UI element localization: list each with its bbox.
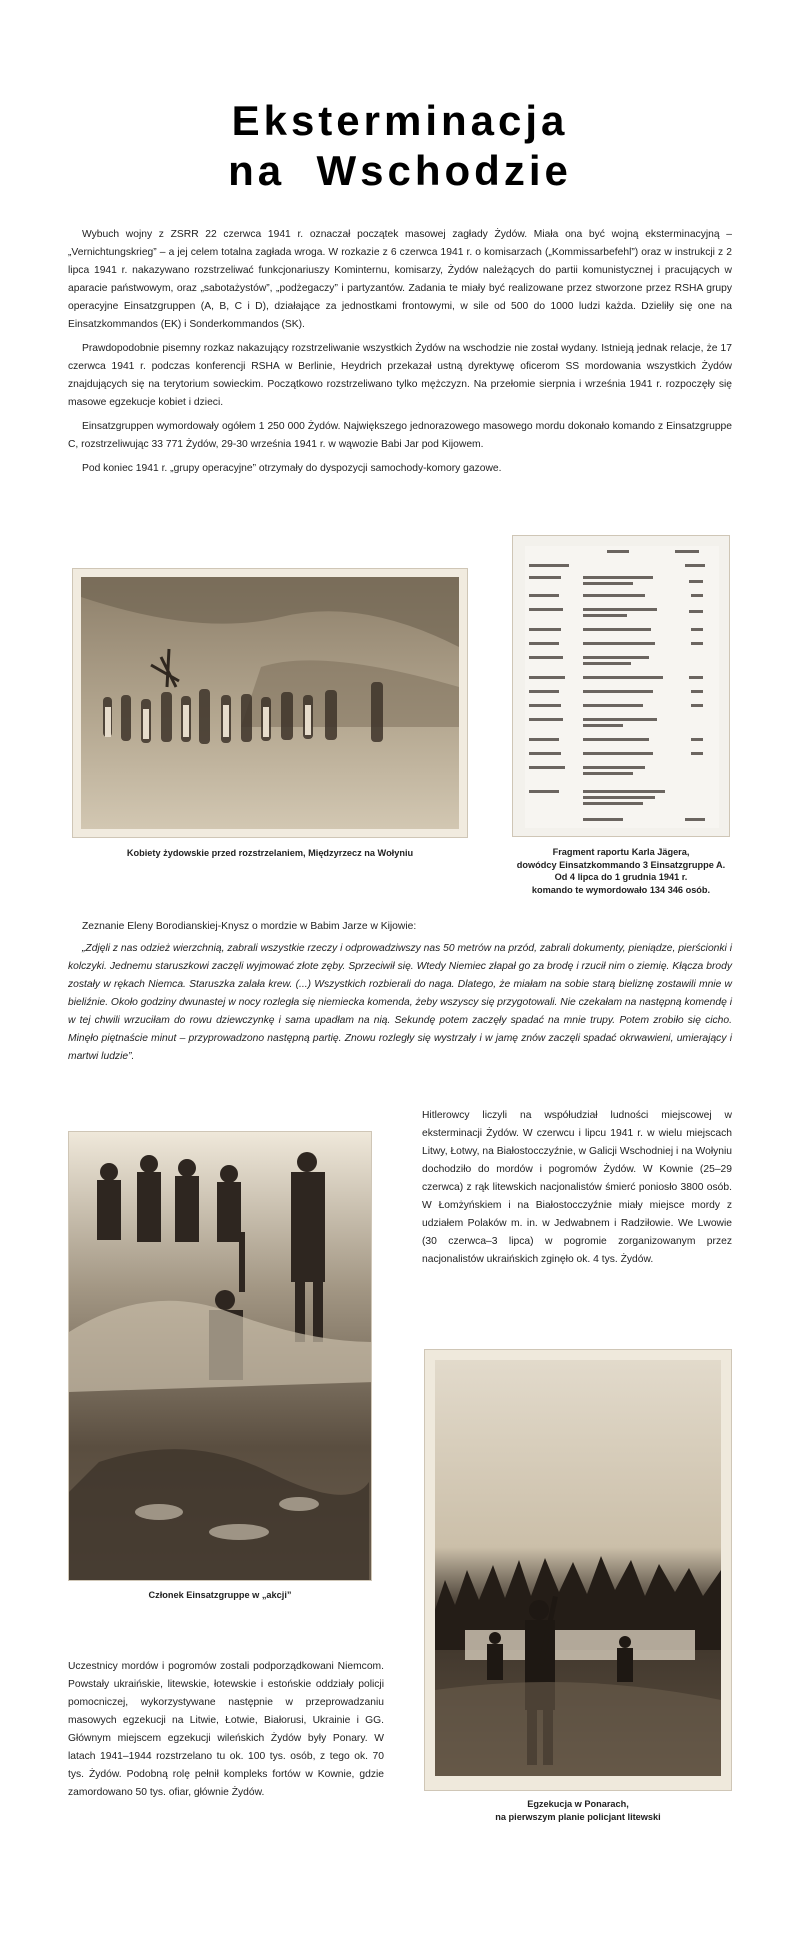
page-title-line-1: Eksterminacja xyxy=(231,97,569,144)
intro-paragraph-4: Pod koniec 1941 r. „grupy operacyjne” otrzymały do dyspozycji samochody-komory gazowe. xyxy=(82,463,502,474)
photo-ponary-execution xyxy=(424,1349,732,1791)
photo-ponary-image xyxy=(435,1360,721,1776)
intro-paragraph-1: Wybuch wojny z ZSRR 22 czerwca 1941 r. oznaczał początek masowej zagłady Żydów. Miała ona być wojną eksterminacyjną – „Vernichtungskrieg” – a jej celem totalna zagłada wroga. W rozkazie z 6 czerwca 1941 r. o komisarzach („Kommissarbefehl”) oraz w instrukcji z 2 lipca 1941 r. nakazywano rozstrzeliwać funkcjonariuszy Kominternu, komisarzy, Żydów należących do partii komunistycznej i pracujących w aparacie państwowym, oraz „sabotażystów”, „podżegaczy” i partyzantów. Zadania te miały być realizowane przez stworzone przez RSHA grupy operacyjne Einsatzgruppen (A, B, C i D), działające za jednostkami frontowymi, w sile od 500 do 1000 ludzi każda. Dzieliły się one na Einsatzkommandos (EK) i Sonderkommandos (SK). xyxy=(68,229,732,330)
photo-women-image xyxy=(81,577,459,829)
photo-ponary-caption xyxy=(424,1798,732,1823)
page-title-line-2: na Wschodzie xyxy=(228,147,572,194)
photo-women-before-execution xyxy=(72,568,468,838)
intro-text xyxy=(68,226,732,484)
photo-einsatzgruppe-caption: Członek Einsatzgruppe w „akcji” xyxy=(148,1590,292,1600)
jager-caption-line-2: dowódcy Einsatzkommando 3 Einsatzgruppe A. xyxy=(516,859,726,870)
participants-text: Uczestnicy mordów i pogromów zostali podporządkowani Niemcom. Powstały ukraińskie, litewskie, łotewskie i estońskie oddziały policji pomocniczej, wykorzystywane następnie w przeprowadzaniu masowych egzekucji na Litwie, Łotwie, Białorusi, Ukrainie i GG. Głównym miejscem egzekucji wileńskich Żydów były Ponary. W latach 1941–1944 rozstrzelano tu ok. 100 tys. osób, z tego ok. 70 tys. Żydów. Podobną rolę pełnił kompleks fortów w Kownie, gdzie zamordowano 50 tys. ofiar, głównie Żydów. xyxy=(68,1661,384,1798)
jager-report-document-image xyxy=(525,546,719,828)
photo-einsatzgruppe-member xyxy=(68,1131,372,1581)
intro-paragraph-2: Prawdopodobnie pisemny rozkaz nakazujący rozstrzeliwanie wszystkich Żydów na wschodzie nie został wydany. Istnieją jednak relacje, że 17 czerwca 1941 r. podczas konferencji RSHA w Berlinie, Heydrich przekazał ustną dyrektywę oficerom SS mordowania wszystkich Żydów znajdujących się na terytorium sowieckim. Początkowo rozstrzeliwano tylko mężczyzn. Na przełomie sierpnia i września 1941 r. rozpoczęły się masowe egzekucje kobiet i dzieci. xyxy=(68,343,732,408)
testimony-quote: „Zdjęli z nas odzież wierzchnią, zabrali wszystkie rzeczy i odprowadziwszy nas 50 metrów na przód, zabrali dokumenty, pieniądze, pierścionki i kolczyki. Jednemu staruszkowi zaczęli wyjmować złote zęby. Sprzeciwił się. Wtedy Niemiec złapał go za brodę i rzucił nim o ziemię. Kłącza brody zostały w rękach Niemca. Staruszka zalała krew. (...) Wszystkich rozbierali do naga. Dlatego, że miałam na sobie starą bieliznę zostawili mnie w bieliźnie. Około godziny dwunastej w nocy rozległa się niemiecka komenda, żeby wszyscy się przygotowali. Nie czekałam na następną komendę i w tej chwili wrzuciłam do rowu dziewczynkę i sama upadłam na nią. Sekundę potem zaczęły spadać na mnie trupy. Potem zrobiło się cicho. Minęło piętnaście minut – przyprowadzono następną partię. Znowu rozległy się wystrzały i w jamę znów zaczęli spadać okrwawieni, umierający i martwi ludzie”. xyxy=(68,943,732,1062)
jager-caption-line-3: Od 4 lipca do 1 grudnia 1941 r. xyxy=(554,872,688,882)
collaboration-text: Hitlerowcy liczyli na współudział ludności miejscowej w eksterminacji Żydów. W czerwcu i lipcu 1941 r. w wielu miejscach Litwy, Łotwy, na Białostocczyźnie, w Galicji Wschodniej i na Wołyniu dochodziło do mordów i pogromów Żydów. W Kownie (25–29 czerwca) z rąk litewskich nacjonalistów śmierć poniosło 3800 osób. W Łomżyńskiem i na Białostocczyźnie miały miejsce mordy z udziałem Polaków m. in. w Jedwabnem i Radziłowie. We Lwowie (30 czerwca–3 lipca) w pogromie zorganizowanym przez nacjonalistów ukraińskich zginęło ok. 4 tys. Żydów. xyxy=(422,1110,732,1265)
jager-caption-line-4: komando te wymordowało 134 346 osób. xyxy=(531,884,711,895)
photo-jager-caption xyxy=(498,846,744,896)
photo-women-caption: Kobiety żydowskie przed rozstrzelaniem, Międzyrzecz na Wołyniu xyxy=(126,848,414,858)
jager-caption-line-1: Fragment raportu Karla Jägera, xyxy=(552,847,690,857)
intro-paragraph-3: Einsatzgruppen wymordowały ogółem 1 250 000 Żydów. Największego jednorazowego masowego mordu dokonało komando z Einsatzgruppe C, rozstrzeliwując 33 771 Żydów, 29-30 września 1941 r. w wąwozie Babi Jar pod Kijowem. xyxy=(68,421,732,450)
ponary-caption-line-1: Egzekucja w Ponarach, xyxy=(527,1799,629,1809)
photo-jager-report xyxy=(512,535,730,837)
ponary-caption-line-2: na pierwszym planie policjant litewski xyxy=(495,1811,661,1822)
page-title xyxy=(0,96,800,196)
photo-einsatzgruppe-image xyxy=(69,1132,372,1581)
testimony-intro: Zeznanie Eleny Borodianskiej-Knysz o mordzie w Babim Jarze w Kijowie: xyxy=(82,921,417,932)
